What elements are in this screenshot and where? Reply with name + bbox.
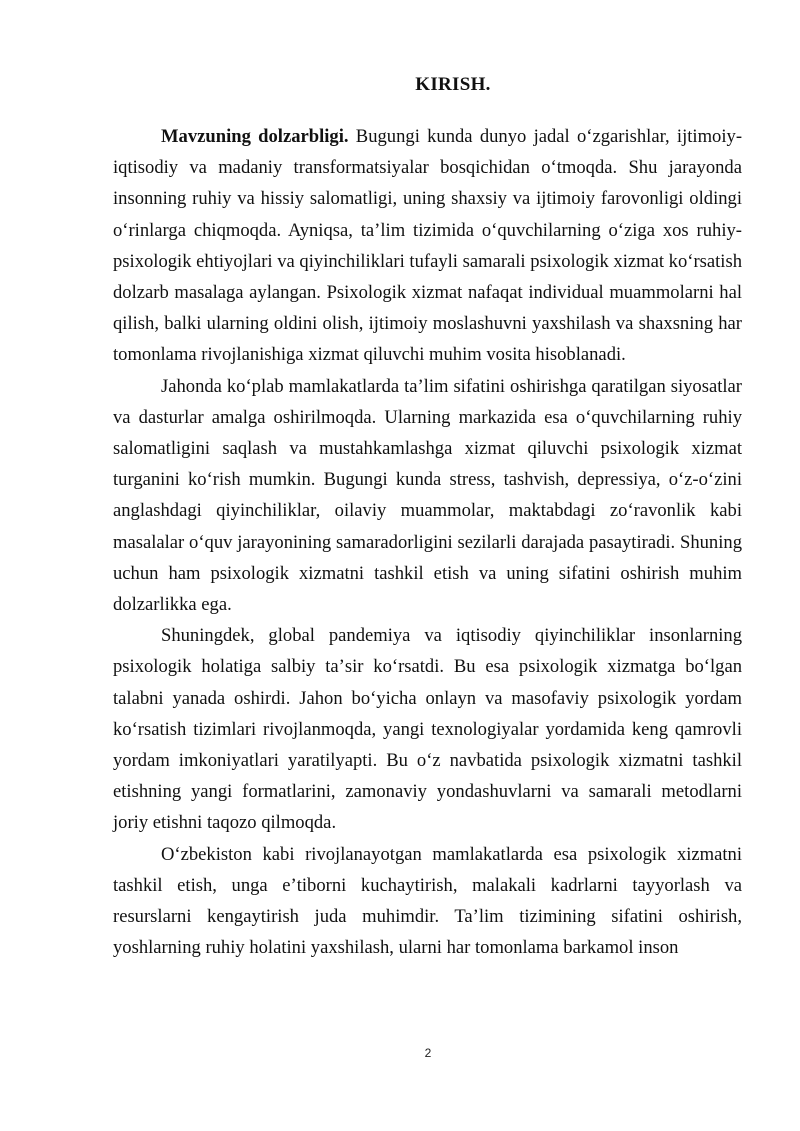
paragraph-pandemic xyxy=(113,620,742,838)
section-title: KIRISH. xyxy=(415,74,491,95)
paragraph-world-policy xyxy=(113,371,742,621)
paragraph-text: Oʻzbekiston kabi rivojlanayotgan mamlakatlarda esa psixologik xizmatni tashkil etish, unga eʼtiborni kuchaytirish, malakali kadrlarni tayyorlash va resurslarni kengaytirish juda muhimdir. Taʼlim tizimining sifatini oshirish, yoshlarning ruhiy holatini yaxshilash, ularni har tomonlama barkamol inson xyxy=(113,843,742,959)
paragraph-text: Jahonda koʻplab mamlakatlarda taʼlim sifatini oshirishga qaratilgan siyosatlar va dasturlar amalga oshirilmoqda. Ularning markazida esa oʻquvchilarning ruhiy salomatligini saqlash va mustahkamlashga xizmat qiluvchi psixologik xizmat turganini koʻrish mumkin. Bugungi kunda stress, tashvish, depressiya, oʻz-oʻzini anglashdagi qiyinchiliklar, oilaviy muammolar, maktabdagi zoʻravonlik kabi masalalar oʻquv jarayonining samaradorligini sezilarli darajada pasaytiradi. Shuning uchun ham psixologik xizmatni tashkil etish va uning sifatini oshirish muhim dolzarlikka ega. xyxy=(113,375,742,616)
paragraph-relevance xyxy=(113,121,742,371)
paragraph-text: Bugungi kunda dunyo jadal oʻzgarishlar, ijtimoiy-iqtisodiy va madaniy transformatsiyalar bosqichidan oʻtmoqda. Shu jarayonda insonning ruhiy va hissiy salomatligi, uning shaxsiy va ijtimoiy farovonligi oldingi oʻrinlarga chiqmoqda. Ayniqsa, taʼlim tizimida oʻquvchilarning oʻziga xos ruhiy-psixologik ehtiyojlari va qiyinchiliklari tufayli samarali psixologik xizmat koʻrsatish dolzarb masalaga aylangan. Psixologik xizmat nafaqat individual muammolarni hal qilish, balki ularning oldini olish, ijtimoiy moslashuvni yaxshilash va shaxsning har tomonlama rivojlanishiga xizmat qiluvchi muhim vosita hisoblanadi. xyxy=(113,126,743,366)
paragraph-text: Shuningdek, global pandemiya va iqtisodiy qiyinchiliklar insonlarning psixologik holatiga salbiy taʼsir koʻrsatdi. Bu esa psixologik xizmatga boʻlgan talabni yanada oshirdi. Jahon boʻyicha onlayn va masofaviy psixologik yordam koʻrsatish tizimlari rivojlanmoqda, yangi texnologiyalar yordamida keng qamrovli yordam imkoniyatlari yaratilyapti. Bu oʻz navbatida psixologik xizmatni tashkil etishning yangi formatlarini, zamonaviy yondashuvlarni va samarali metodlarni joriy etishni taqozo qilmoqda. xyxy=(113,625,742,834)
paragraph-uzbekistan xyxy=(113,839,742,964)
page-number: 2 xyxy=(424,1046,432,1060)
body-text xyxy=(113,121,742,963)
paragraph-lead-heading: Mavzuning dolzarbligi. xyxy=(161,126,349,147)
